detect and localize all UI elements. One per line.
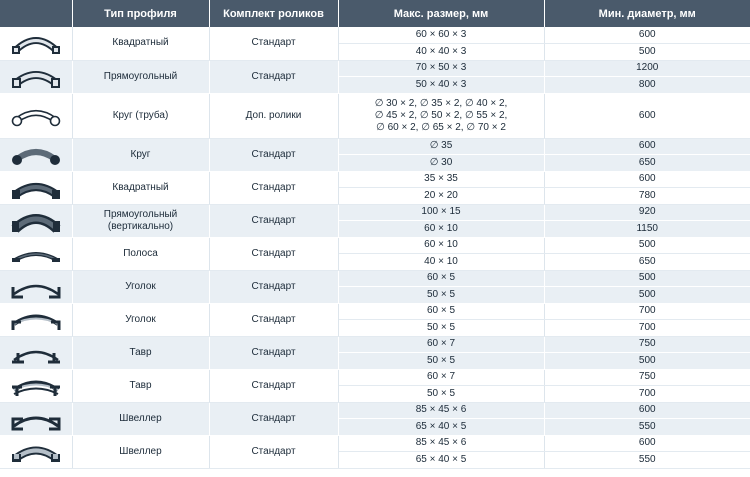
profile-type-cell: Швеллер bbox=[72, 402, 209, 435]
roller-set-cell: Стандарт bbox=[209, 435, 338, 468]
square-bar-profile-icon bbox=[0, 176, 72, 200]
profile-type-cell: Тавр bbox=[72, 336, 209, 369]
min-diameter-cell: 550 bbox=[544, 452, 750, 469]
max-size-cell: 50 × 5 bbox=[338, 386, 544, 403]
min-diameter-cell: 600 bbox=[544, 138, 750, 155]
table-row bbox=[0, 270, 750, 287]
max-size-cell: 70 × 50 × 3 bbox=[338, 60, 544, 77]
table-row bbox=[0, 369, 750, 386]
rectangular-bar-vertical-profile-icon bbox=[0, 209, 72, 233]
profile-type-cell: Тавр bbox=[72, 369, 209, 402]
max-size-cell: 60 × 7 bbox=[338, 336, 544, 353]
profile-icon-cell bbox=[0, 27, 72, 60]
max-size-cell: 85 × 45 × 6 bbox=[338, 435, 544, 452]
min-diameter-cell: 650 bbox=[544, 155, 750, 172]
table-body bbox=[0, 27, 750, 468]
profile-icon-cell bbox=[0, 171, 72, 204]
min-diameter-cell: 600 bbox=[544, 435, 750, 452]
roller-set-cell: Стандарт bbox=[209, 204, 338, 237]
profile-icon-cell bbox=[0, 336, 72, 369]
table-row bbox=[0, 402, 750, 419]
min-diameter-cell: 600 bbox=[544, 402, 750, 419]
solid-round-bar-profile-icon bbox=[0, 143, 72, 167]
max-size-cell: 60 × 10 bbox=[338, 237, 544, 254]
profile-icon-cell bbox=[0, 303, 72, 336]
max-size-cell: 85 × 45 × 6 bbox=[338, 402, 544, 419]
max-size-cell: 60 × 10 bbox=[338, 221, 544, 238]
min-diameter-cell: 500 bbox=[544, 237, 750, 254]
profile-type-cell: Полоса bbox=[72, 237, 209, 270]
profile-type-header: Тип профиля bbox=[72, 0, 209, 27]
profile-icon-cell bbox=[0, 60, 72, 93]
min-diameter-cell: 600 bbox=[544, 93, 750, 138]
max-size-line: ∅ 60 × 2, ∅ 65 × 2, ∅ 70 × 2 bbox=[376, 121, 506, 133]
roller-set-cell: Стандарт bbox=[209, 237, 338, 270]
max-size-cell: 60 × 7 bbox=[338, 369, 544, 386]
angle-outward-profile-icon bbox=[0, 275, 72, 299]
round-pipe-profile-icon bbox=[0, 104, 72, 128]
max-size-cell: 50 × 5 bbox=[338, 287, 544, 304]
max-size-cell: 50 × 5 bbox=[338, 353, 544, 370]
profile-type-cell: Прямоугольный bbox=[72, 60, 209, 93]
max-size-cell: 65 × 40 × 5 bbox=[338, 452, 544, 469]
channel-outward-profile-icon bbox=[0, 407, 72, 431]
rectangular-tube-profile-icon bbox=[0, 65, 72, 89]
min-diameter-cell: 750 bbox=[544, 336, 750, 353]
max-size-cell: 20 × 20 bbox=[338, 188, 544, 205]
profile-icon-cell bbox=[0, 270, 72, 303]
max-size-cell bbox=[338, 93, 544, 138]
table-row bbox=[0, 204, 750, 221]
profile-type-cell: Швеллер bbox=[72, 435, 209, 468]
table-row bbox=[0, 171, 750, 188]
table-row bbox=[0, 93, 750, 138]
min-diameter-cell: 500 bbox=[544, 44, 750, 61]
profile-type-cell: Квадратный bbox=[72, 171, 209, 204]
min-diameter-header: Мин. диаметр, мм bbox=[544, 0, 750, 27]
table-row bbox=[0, 303, 750, 320]
table-row bbox=[0, 60, 750, 77]
min-diameter-cell: 700 bbox=[544, 303, 750, 320]
channel-inward-profile-icon bbox=[0, 440, 72, 464]
table-row bbox=[0, 27, 750, 44]
flat-strip-profile-icon bbox=[0, 242, 72, 266]
max-size-cell: 60 × 5 bbox=[338, 303, 544, 320]
roller-set-cell: Стандарт bbox=[209, 336, 338, 369]
min-diameter-cell: 650 bbox=[544, 254, 750, 271]
angle-inward-profile-icon bbox=[0, 308, 72, 332]
min-diameter-cell: 500 bbox=[544, 353, 750, 370]
table-row bbox=[0, 138, 750, 155]
roller-set-cell: Стандарт bbox=[209, 138, 338, 171]
max-size-cell: 100 × 15 bbox=[338, 204, 544, 221]
profile-icon-cell bbox=[0, 435, 72, 468]
max-size-cell: ∅ 30 bbox=[338, 155, 544, 172]
profile-type-cell: Квадратный bbox=[72, 27, 209, 60]
min-diameter-cell: 1150 bbox=[544, 221, 750, 238]
min-diameter-cell: 600 bbox=[544, 171, 750, 188]
min-diameter-cell: 780 bbox=[544, 188, 750, 205]
max-size-cell: 50 × 40 × 3 bbox=[338, 77, 544, 94]
max-size-cell: 35 × 35 bbox=[338, 171, 544, 188]
min-diameter-cell: 700 bbox=[544, 386, 750, 403]
roller-set-cell: Стандарт bbox=[209, 270, 338, 303]
min-diameter-cell: 800 bbox=[544, 77, 750, 94]
roller-set-cell: Доп. ролики bbox=[209, 93, 338, 138]
max-size-line: ∅ 45 × 2, ∅ 50 × 2, ∅ 55 × 2, bbox=[374, 109, 508, 121]
min-diameter-cell: 700 bbox=[544, 320, 750, 337]
profile-icon-cell bbox=[0, 402, 72, 435]
max-size-cell: ∅ 35 bbox=[338, 138, 544, 155]
table-header-row bbox=[0, 0, 750, 27]
max-size-cell: 60 × 60 × 3 bbox=[338, 27, 544, 44]
min-diameter-cell: 550 bbox=[544, 419, 750, 436]
max-size-cell: 60 × 5 bbox=[338, 270, 544, 287]
square-tube-profile-icon bbox=[0, 31, 72, 55]
roller-set-cell: Стандарт bbox=[209, 171, 338, 204]
profile-icon-cell bbox=[0, 138, 72, 171]
max-size-cell: 40 × 10 bbox=[338, 254, 544, 271]
profile-type-cell: Уголок bbox=[72, 270, 209, 303]
table-row bbox=[0, 237, 750, 254]
profile-icon-cell bbox=[0, 93, 72, 138]
roller-set-cell: Стандарт bbox=[209, 27, 338, 60]
profile-type-cell bbox=[72, 204, 209, 237]
profile-icon-cell bbox=[0, 237, 72, 270]
min-diameter-cell: 600 bbox=[544, 27, 750, 44]
max-size-cell: 40 × 40 × 3 bbox=[338, 44, 544, 61]
roller-set-cell: Стандарт bbox=[209, 303, 338, 336]
max-size-header: Макс. размер, мм bbox=[338, 0, 544, 27]
tee-inward-profile-icon bbox=[0, 374, 72, 398]
icon-column-header bbox=[0, 0, 72, 27]
profile-type-line: Прямоугольный bbox=[103, 208, 178, 220]
min-diameter-cell: 1200 bbox=[544, 60, 750, 77]
tee-outward-profile-icon bbox=[0, 341, 72, 365]
min-diameter-cell: 920 bbox=[544, 204, 750, 221]
min-diameter-cell: 750 bbox=[544, 369, 750, 386]
profile-type-line: (вертикально) bbox=[107, 220, 174, 232]
min-diameter-cell: 500 bbox=[544, 270, 750, 287]
profile-icon-cell bbox=[0, 204, 72, 237]
roller-set-cell: Стандарт bbox=[209, 402, 338, 435]
roller-set-cell: Стандарт bbox=[209, 60, 338, 93]
roller-set-cell: Стандарт bbox=[209, 369, 338, 402]
profile-type-cell: Уголок bbox=[72, 303, 209, 336]
table-row bbox=[0, 435, 750, 452]
profile-icon-cell bbox=[0, 369, 72, 402]
min-diameter-cell: 500 bbox=[544, 287, 750, 304]
profile-type-cell: Круг bbox=[72, 138, 209, 171]
profile-type-cell: Круг (труба) bbox=[72, 93, 209, 138]
roller-set-header: Комплект роликов bbox=[209, 0, 338, 27]
max-size-line: ∅ 30 × 2, ∅ 35 × 2, ∅ 40 × 2, bbox=[374, 97, 508, 109]
max-size-cell: 65 × 40 × 5 bbox=[338, 419, 544, 436]
table-row bbox=[0, 336, 750, 353]
max-size-cell: 50 × 5 bbox=[338, 320, 544, 337]
